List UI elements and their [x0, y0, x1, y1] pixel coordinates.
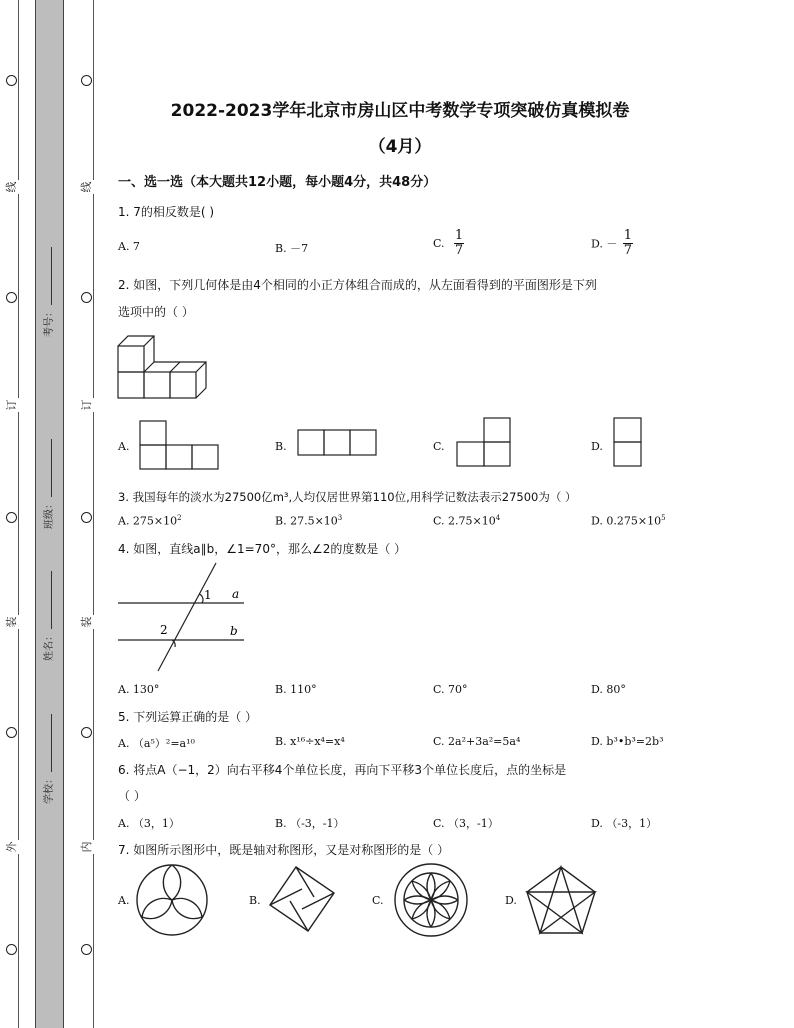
margin-field-name: 姓名： — [43, 575, 55, 661]
q2-option-d-figure — [613, 417, 643, 469]
q5-option-c: C. 2a²+3a²=5a⁴ — [433, 735, 521, 748]
q7-option-a-figure — [134, 862, 210, 938]
margin-rule-left — [18, 0, 19, 1028]
margin-mark-xian: 线 — [80, 181, 93, 193]
question-3-stem: 3. 我国每年的淡水为27500亿m³,人均仅居世界第110位,用科学记数法表示27500为（ ） — [118, 490, 577, 504]
question-1-stem: 1. 7的相反数是( ) — [118, 205, 215, 219]
q5-option-a: A. （a⁵）²=a¹⁰ — [118, 737, 195, 750]
margin-mark-wai: 外 — [5, 841, 18, 853]
line-a-label: a — [232, 587, 240, 601]
margin-mark-zhuang: 装 — [5, 616, 18, 628]
question-6-stem-line2: （ ） — [118, 789, 146, 803]
question-6-stem-line1: 6. 将点A（−1，2）向右平移4个单位长度，再向下平移3个单位长度后，点的坐标是 — [118, 763, 567, 777]
q4-option-b: B. 110° — [275, 683, 317, 696]
cube-solid-figure — [116, 333, 212, 401]
question-2-stem-line1: 2. 如图，下列几何体是由4个相同的小正方体组合而成的，从左面看得到的平面图形是下列 — [118, 278, 597, 292]
q2-option-c-figure — [456, 417, 512, 469]
section-heading: 一、选一选（本大题共12小题，每小题4分，共48分） — [118, 175, 437, 190]
margin-mark-ding: 订 — [80, 399, 93, 411]
margin-hole — [6, 727, 17, 738]
q2-option-c-label: C. — [433, 440, 445, 453]
margin-hole — [81, 512, 92, 523]
q6-option-a: A. （3，1） — [118, 817, 180, 830]
q7-option-d-label: D. — [505, 894, 517, 907]
q7-option-c-figure — [392, 861, 470, 939]
fraction-numerator: 1 — [623, 228, 633, 243]
margin-field-class: 班级： — [43, 443, 55, 529]
q3-option-c: C. $2.75\times 10^4$ — [433, 514, 501, 528]
q5-option-d: D. b³•b³=2b³ — [591, 735, 664, 748]
page-subtitle: （4月） — [368, 137, 432, 157]
question-4-stem: 4. 如图，直线a∥b，∠1=70°，那么∠2的度数是（ ） — [118, 542, 407, 556]
q7-option-c-label: C. — [372, 894, 384, 907]
q1-option-a: A. 7 — [118, 240, 140, 253]
q6-option-b: B. （-3，-1） — [275, 817, 345, 830]
parallel-lines-figure — [116, 561, 246, 673]
q4-option-c: C. 70° — [433, 683, 468, 696]
q5-option-b: B. x¹⁶÷x⁴=x⁴ — [275, 735, 345, 748]
margin-mark-nei: 内 — [80, 841, 93, 853]
margin-hole — [6, 512, 17, 523]
q1-option-d: D. － $\frac{1}{7}$ — [591, 228, 633, 258]
q2-option-d-label: D. — [591, 440, 603, 453]
q3-option-a: A. $275\times 10^2$ — [118, 514, 182, 528]
margin-mark-ding: 订 — [5, 399, 18, 411]
q4-option-d: D. 80° — [591, 683, 626, 696]
margin-hole — [6, 944, 17, 955]
question-7-stem: 7. 如图所示图形中，既是轴对称图形，又是对称图形的是（ ） — [118, 843, 450, 857]
q1-option-c: C. $\frac{1}{7}$ — [433, 228, 464, 258]
q2-option-a-figure — [139, 420, 221, 472]
margin-hole — [6, 75, 17, 86]
margin-hole — [81, 292, 92, 303]
margin-field-school: 学校： — [43, 718, 55, 804]
margin-mark-zhuang: 装 — [80, 616, 93, 628]
q7-option-d-figure — [522, 862, 600, 938]
q7-option-b-label: B. — [249, 894, 261, 907]
q4-option-a: A. 130° — [118, 683, 160, 696]
q7-option-b-figure — [264, 865, 336, 937]
page-title: 2022-2023学年北京市房山区中考数学专项突破仿真模拟卷 — [170, 101, 630, 121]
q1-option-b: B. －7 — [275, 242, 309, 255]
q2-option-b-label: B. — [275, 440, 287, 453]
margin-hole — [6, 292, 17, 303]
q3-option-d: D. $0.275\times 10^5$ — [591, 514, 666, 528]
margin-mark-xian: 线 — [5, 181, 18, 193]
margin-hole — [81, 75, 92, 86]
q2-option-b-figure — [297, 429, 379, 457]
angle-2-label: 2 — [160, 623, 168, 637]
margin-rule-right — [93, 0, 94, 1028]
line-b-label: b — [230, 624, 238, 638]
margin-field-exam-no: 考号： — [43, 251, 55, 337]
margin-hole — [81, 944, 92, 955]
question-5-stem: 5. 下列运算正确的是（ ） — [118, 710, 258, 724]
q2-option-a-label: A. — [118, 440, 130, 453]
q7-option-a-label: A. — [118, 894, 130, 907]
fraction-denominator: 7 — [623, 243, 633, 258]
angle-1-label: 1 — [204, 588, 212, 602]
fraction-denominator: 7 — [454, 243, 464, 258]
fraction-numerator: 1 — [454, 228, 464, 243]
margin-hole — [81, 727, 92, 738]
q6-option-c: C. （3，-1） — [433, 817, 499, 830]
q3-option-b: B. $27.5\times 10^3$ — [275, 514, 343, 528]
q6-option-d: D. （-3，1） — [591, 817, 658, 830]
question-2-stem-line2: 选项中的（ ） — [118, 305, 194, 319]
